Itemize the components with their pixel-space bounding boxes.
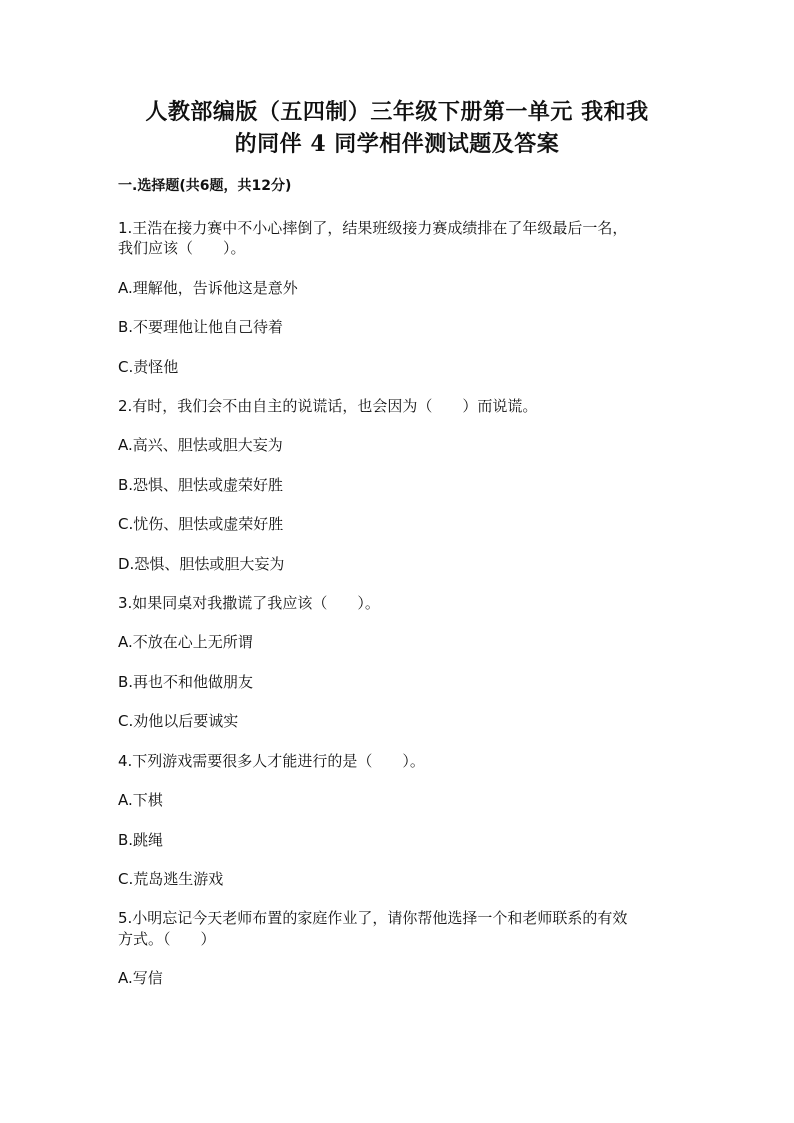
question-4-option-b: B.跳绳 [118,831,164,849]
question-1-stem-line-1: 1.王浩在接力赛中不小心摔倒了，结果班级接力赛成绩排在了年级最后一名， [118,219,628,237]
question-2-option-c: C.忧伤、胆怯或虚荣好胜 [118,515,284,533]
document-title-line-2: 的同伴 4 同学相伴测试题及答案 [234,131,560,157]
question-3-option-b: B.再也不和他做朋友 [118,673,254,691]
question-4-option-c: C.荒岛逃生游戏 [118,870,224,888]
question-3-stem: 3.如果同桌对我撒谎了我应该（ ）。 [118,594,380,612]
question-5-stem-line-1: 5.小明忘记今天老师布置的家庭作业了，请你帮他选择一个和老师联系的有效 [118,909,628,927]
question-4-option-a: A.下棋 [118,791,163,809]
section-heading: 一.选择题(共6题，共12分) [118,178,292,194]
question-2-option-a: A.高兴、胆怯或胆大妄为 [118,436,283,454]
question-1-stem-line-2: 我们应该（ ）。 [118,239,246,257]
question-4-stem: 4.下列游戏需要很多人才能进行的是（ ）。 [118,752,425,770]
question-3-option-a: A.不放在心上无所谓 [118,633,253,651]
question-2-stem: 2.有时，我们会不由自主的说谎话，也会因为（ ）而说谎。 [118,397,538,415]
question-5-option-a: A.写信 [118,969,163,987]
question-1-option-b: B.不要理他让他自己待着 [118,318,284,336]
question-3-option-c: C.劝他以后要诚实 [118,712,239,730]
question-2-option-b: B.恐惧、胆怯或虚荣好胜 [118,476,284,494]
question-1-option-c: C.责怪他 [118,358,179,376]
question-1-option-a: A.理解他，告诉他这是意外 [118,279,298,297]
document-title-line-1: 人教部编版（五四制）三年级下册第一单元 我和我 [145,99,649,125]
question-5-stem-line-2: 方式。（ ） [118,930,216,948]
question-2-option-d: D.恐惧、胆怯或胆大妄为 [118,555,285,573]
